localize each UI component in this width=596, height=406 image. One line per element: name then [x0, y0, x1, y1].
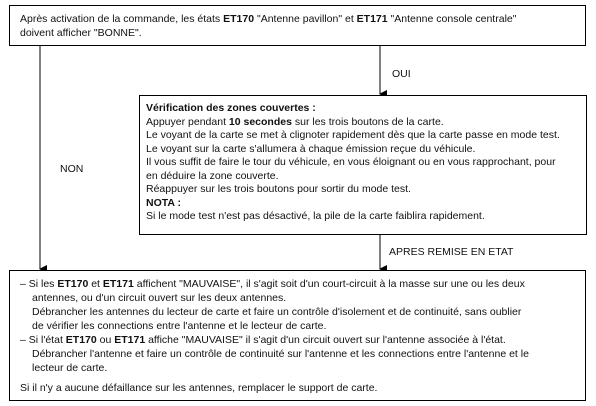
label-non: NON	[60, 163, 84, 175]
fault-item-1-line-4: de vérifier les connections entre l'antenne et le lecteur de carte.	[32, 320, 327, 332]
coverage-step-6: Réappuyer sur les trois boutons pour sortir du mode test.	[146, 183, 411, 195]
label-oui: OUI	[392, 68, 411, 80]
coverage-step-4: Il vous suffit de faire le tour du véhicule, en vous éloignant ou en vous rapprochant, pour	[146, 156, 556, 168]
fault-actions-box	[9, 270, 586, 401]
activation-check-box	[9, 5, 586, 46]
note-title: NOTA :	[146, 196, 181, 209]
coverage-step-5: en déduire la zone couverte.	[146, 169, 279, 182]
fault-item-1-line-1: – Si les ET170 et ET171 affichent "MAUVAISE", il s'agit soit d'un court-circuit à la masse sur une ou les deux	[20, 278, 525, 290]
label-apres-remise: APRES REMISE EN ETAT	[389, 246, 514, 258]
note-text: Si le mode test n'est pas désactivé, la pile de la carte faiblira rapidement.	[146, 210, 485, 222]
fault-item-2-line-3: lecteur de carte.	[32, 362, 108, 374]
top-box-line-2: doivent afficher "BONNE".	[20, 27, 142, 39]
coverage-heading: Vérification des zones couvertes :	[146, 102, 316, 114]
coverage-check-box	[139, 95, 587, 235]
fault-item-2-line-2: Débrancher l'antenne et faire un contrôle de continuité sur l'antenne et les connections entre l'antenne et le	[32, 348, 529, 360]
coverage-step-2: Le voyant de la carte se met à clignoter rapidement dès que la carte passe en mode test.	[146, 129, 560, 141]
top-box-line-1: Après activation de la commande, les états ET170 "Antenne pavillon" et ET171 "Antenne console centrale"	[20, 13, 517, 25]
fault-item-1-line-3: Débrancher les antennes du lecteur de carte et faire un contrôle d'isolement et de continuité, sans oublier	[32, 306, 522, 318]
fault-item-2-line-1: – Si l'état ET170 ou ET171 affiche "MAUVAISE" il s'agit d'un circuit ouvert sur l'antenne associée à l'état.	[20, 334, 506, 346]
coverage-step-3: Le voyant sur la carte s'allumera à chaque émission reçue du véhicule.	[146, 142, 476, 155]
fault-item-1-line-2: antennes, ou d'un circuit ouvert sur les deux antennes.	[32, 292, 287, 304]
coverage-step-1: Appuyer pendant 10 secondes sur les trois boutons de la carte.	[146, 115, 444, 128]
final-instruction: Si il n'y a aucune défaillance sur les antennes, remplacer le support de carte.	[20, 382, 378, 394]
